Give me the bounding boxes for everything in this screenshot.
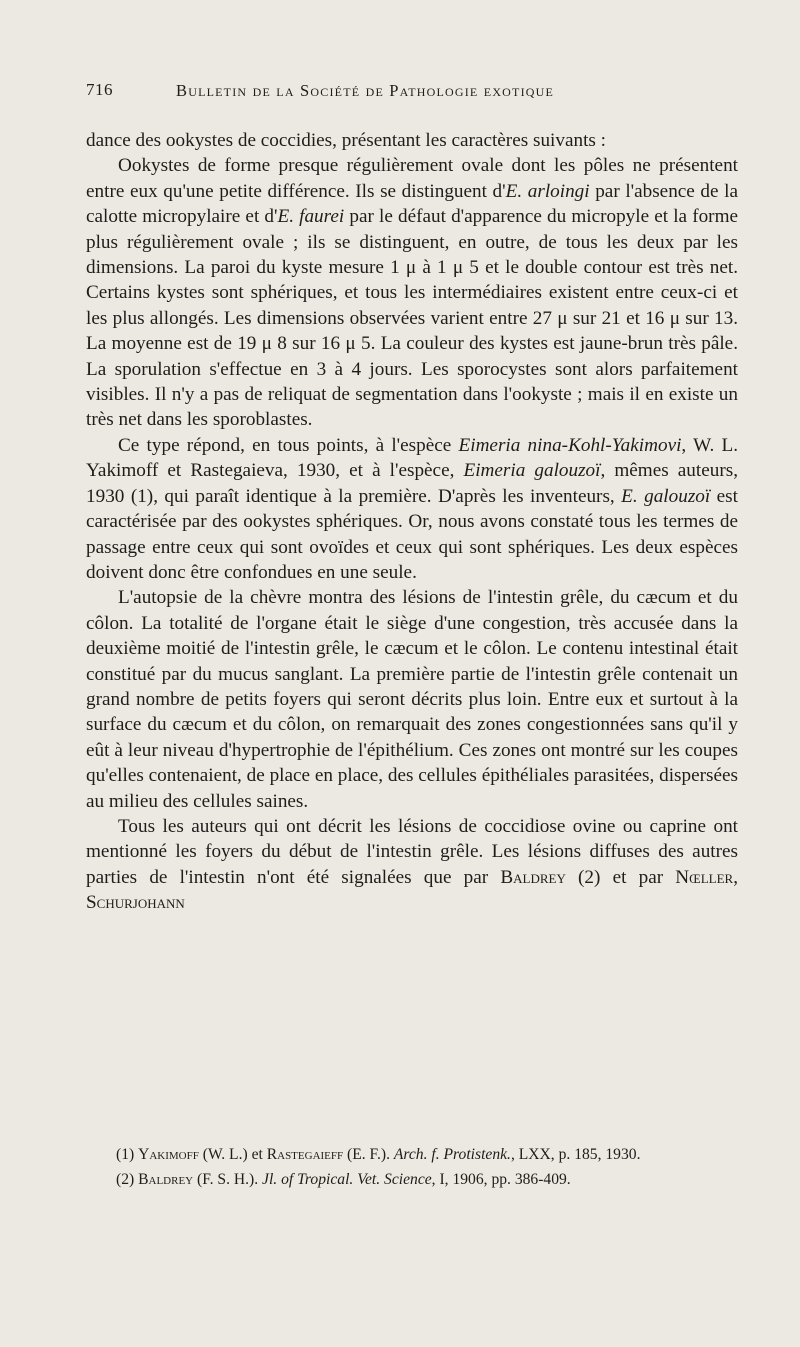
species-name: E. faurei [277, 206, 345, 228]
species-name: Eimeria nina-Kohl-Yakimovi [458, 434, 682, 456]
paragraph-4: L'autopsie de la chèvre montra des lésions de l'intestin grêle, du cæcum et du côlon. La totalité de l'organe était le siège d'une congestion, très accusée dans la deuxième moitié de l'intestin grêle, le cæcum et le côlon. Le contenu intestinal était constitué par du mucus sanglant. La première partie de l'intestin grêle contenait un grand nombre de petits foyers qui seront décrits plus loin. Entre eux et surtout à la surface du cæcum et du côlon, on remarquait des zones congestionnées sans qu'il y eût à leur niveau d'hypertrophie de l'épithélium. Ces zones ont montré sur les coupes qu'elles contenaient, de place en place, des cellules épithéliales parasitées, dispersées au milieu des cellules saines. [86, 587, 738, 812]
author-name: Rastegaieff [266, 1146, 344, 1163]
footnotes [88, 1144, 738, 1194]
paragraph-3: Ce type répond, en tous points, à l'espèce Eimeria nina-Kohl-Yakimovi, W. L. Yakimoff et Rastegaieva, 1930, et à l'espèce, Eimeria galouzoï, mêmes auteurs, 1930 (1), qui paraît identique à la première. D'après les inventeurs, E. galouzoï est caractérisée par des ookystes sphériques. Or, nous avons constaté tous les termes de passage entre ceux qui sont ovoïdes et ceux qui sont sphériques. Les deux espèces doivent donc être confondues en une seule. [86, 434, 738, 583]
author-name: Baldrey [138, 1171, 194, 1188]
body-text [86, 128, 738, 916]
paragraph-1: dance des ookystes de coccidies, présentant les caractères suivants : [86, 130, 606, 151]
species-name: Eimeria galouzoï [463, 460, 601, 482]
species-name: E. galouzoï [621, 485, 711, 507]
species-name: E. arloingi [505, 180, 590, 202]
author-name: Baldrey [500, 866, 566, 888]
paragraph-5: Tous les auteurs qui ont décrit les lésions de coccidiose ovine ou caprine ont mentionné les foyers du début de l'intestin grêle. Les lésions diffuses des autres parties de l'intestin n'ont été signalées que par Baldrey (2) et par Nœller, Schurjohann [86, 815, 738, 914]
page-header [86, 80, 746, 108]
footnote-2: (2) Baldrey (F. S. H.). Jl. of Tropical. Vet. Science, I, 1906, pp. 386-409. [116, 1171, 571, 1188]
page-number: 716 [86, 80, 113, 99]
journal-title: Jl. of Tropical. Vet. Science [262, 1171, 432, 1188]
footnote-1: (1) Yakimoff (W. L.) et Rastegaieff (E. F.). Arch. f. Protistenk., LXX, p. 185, 1930. [116, 1146, 641, 1163]
journal-title: Arch. f. Protistenk. [393, 1146, 511, 1163]
author-name: Nœller, Schurjohann [86, 866, 738, 914]
paragraph-2: Ookystes de forme presque régulièrement ovale dont les pôles ne présentent entre eux qu'une petite différence. Ils se distinguent d'E. arloingi par l'absence de la calotte micropylaire et d'E. faurei par le défaut d'apparence du micropyle et la forme plus régulièrement ovale ; ils se distinguent, en outre, de tous les deux par les dimensions. La paroi du kyste mesure 1 μ à 1 μ 5 et le double contour est très net. Certains kystes sont sphériques, et tous les intermédiaires existent entre ceux-ci et les plus allongés. Les dimensions observées varient entre 27 μ sur 21 et 16 μ sur 13. La moyenne est de 19 μ 8 sur 16 μ 5. La couleur des kystes est jaune-brun très pâle. La sporulation s'effectue en 3 à 4 jours. Les sporocystes sont alors parfaitement visibles. Il n'y a pas de reliquat de segmentation dans l'ookyste ; mais il en existe un très net dans les sporoblastes. [86, 155, 739, 431]
author-name: Yakimoff [138, 1146, 199, 1163]
running-title: Bulletin de la Société de Pathologie exotique [176, 81, 555, 100]
